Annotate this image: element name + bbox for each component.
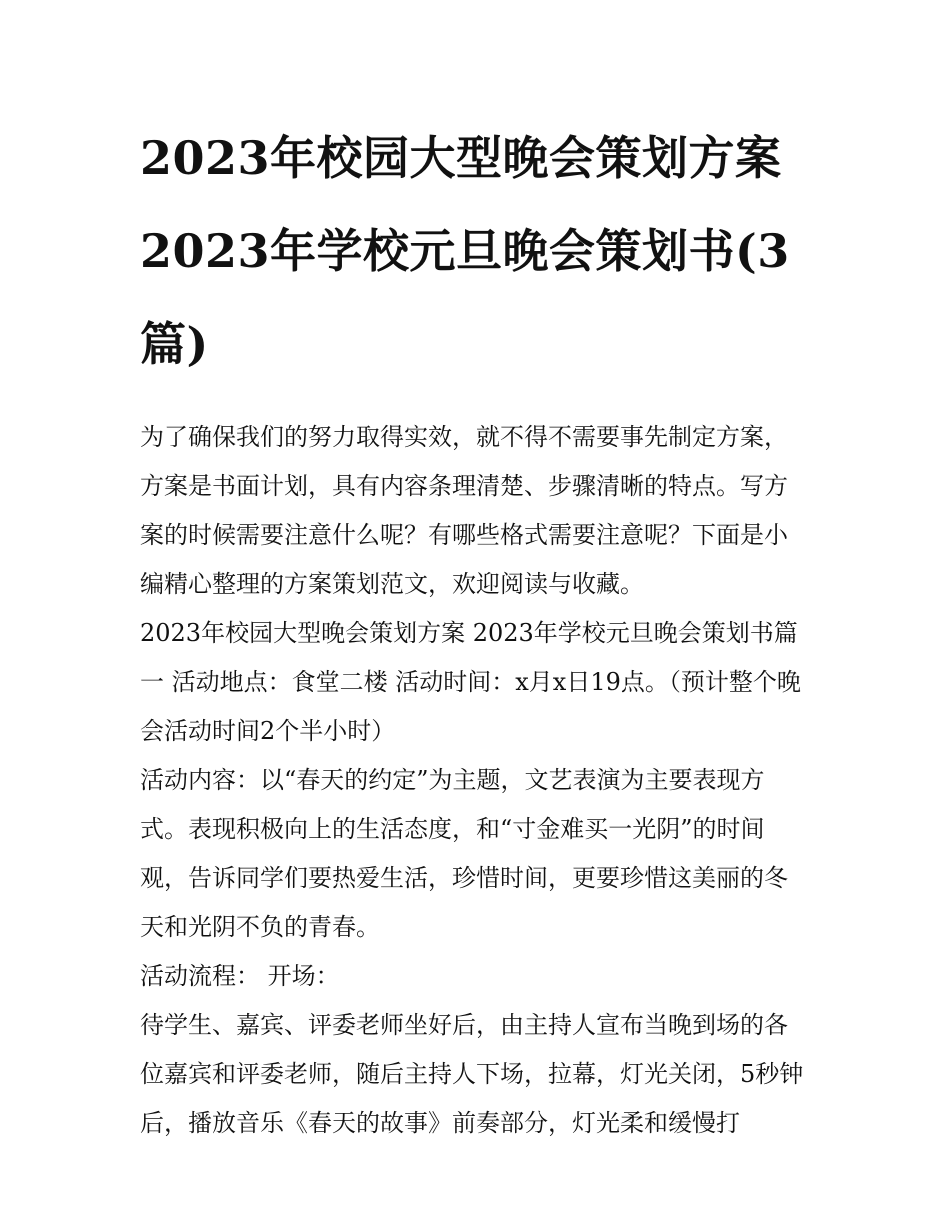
paragraph-location-time: 2023年校园大型晚会策划方案 2023年学校元旦晚会策划书篇一 活动地点：食堂二楼 活动时间：x月x日19点。（预计整个晚会活动时间2个半小时） <box>140 619 801 745</box>
paragraph-intro: 为了确保我们的努力取得实效，就不得不需要事先制定方案，方案是书面计划，具有内容条理清楚、步骤清晰的特点。写方案的时候需要注意什么呢？有哪些格式需要注意呢？下面是小编精心整理的方案策划范文，欢迎阅读与收藏。 <box>140 423 788 598</box>
paragraph-activity-flow: 活动流程： 开场： <box>140 962 340 990</box>
document-body <box>140 413 810 1148</box>
paragraph-opening-details: 待学生、嘉宾、评委老师坐好后，由主持人宣布当晚到场的各位嘉宾和评委老师，随后主持人下场，拉幕，灯光关闭，5秒钟后，播放音乐《春天的故事》前奏部分，灯光柔和缓慢打 <box>140 1011 804 1137</box>
paragraph-activity-content: 活动内容：以“春天的约定”为主题，文艺表演为主要表现方式。表现积极向上的生活态度，和“寸金难买一光阴”的时间观，告诉同学们要热爱生活，珍惜时间，更要珍惜这美丽的冬天和光阴不负的青春。 <box>140 766 788 941</box>
document-title: 2023年校园大型晚会策划方案 2023年学校元旦晚会策划书(3篇) <box>140 131 790 371</box>
document-page <box>140 112 810 1148</box>
